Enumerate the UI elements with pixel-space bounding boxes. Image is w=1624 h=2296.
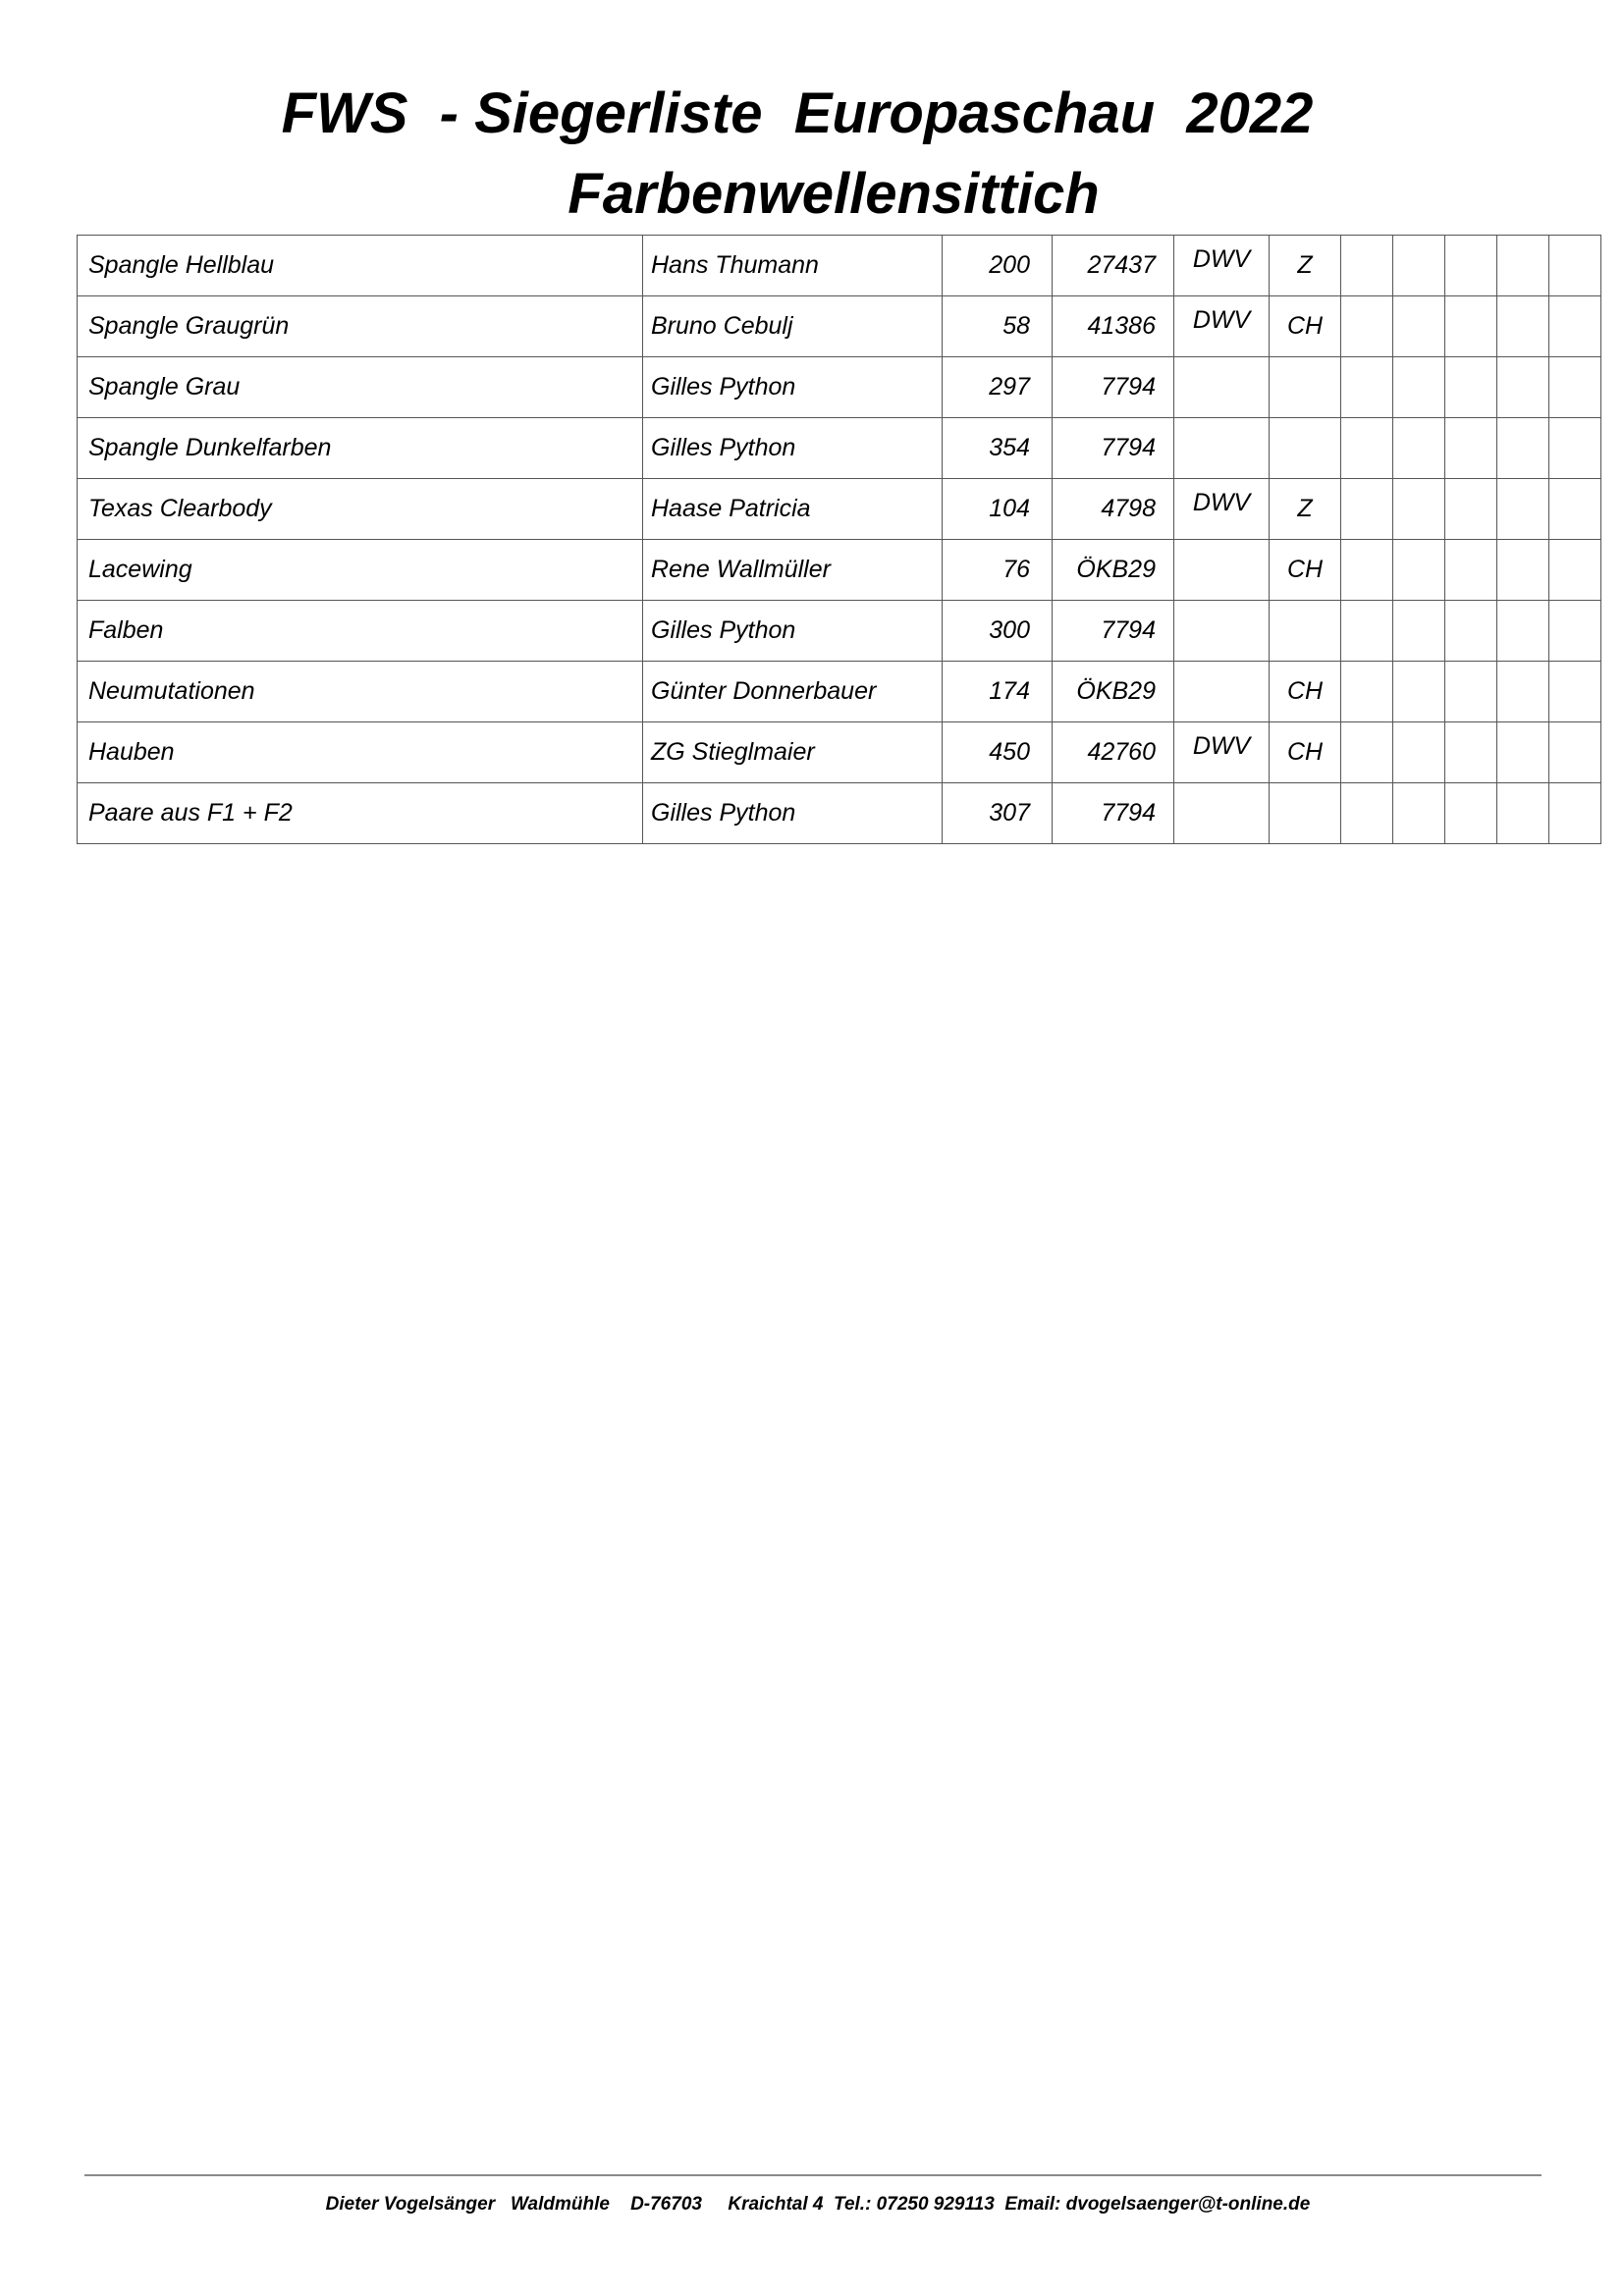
association-cell	[1174, 540, 1270, 601]
cage-number-cell: 297	[943, 357, 1053, 418]
empty-cell	[1497, 236, 1549, 296]
award-cell	[1270, 357, 1341, 418]
empty-cell	[1393, 601, 1445, 662]
award-cell: CH	[1270, 722, 1341, 783]
table-row	[78, 236, 1601, 296]
association-cell: DWV	[1174, 236, 1270, 296]
empty-cell	[1341, 540, 1393, 601]
empty-cell	[1445, 296, 1497, 357]
empty-cell	[1497, 479, 1549, 540]
empty-cell	[1497, 783, 1549, 844]
empty-cell	[1393, 479, 1445, 540]
award-cell: Z	[1270, 236, 1341, 296]
cage-number-cell: 200	[943, 236, 1053, 296]
cage-number-cell: 307	[943, 783, 1053, 844]
table-row	[78, 296, 1601, 357]
ring-number-cell: 27437	[1053, 236, 1174, 296]
breeder-cell: Hans Thumann	[643, 236, 943, 296]
class-cell: Spangle Hellblau	[78, 236, 643, 296]
ring-number-cell: 7794	[1053, 601, 1174, 662]
empty-cell	[1445, 236, 1497, 296]
association-cell: DWV	[1174, 722, 1270, 783]
empty-cell	[1497, 540, 1549, 601]
empty-cell	[1497, 357, 1549, 418]
association-cell	[1174, 662, 1270, 722]
award-cell: CH	[1270, 540, 1341, 601]
table-row	[78, 722, 1601, 783]
association-cell	[1174, 783, 1270, 844]
breeder-cell: Gilles Python	[643, 601, 943, 662]
breeder-cell: ZG Stieglmaier	[643, 722, 943, 783]
empty-cell	[1341, 357, 1393, 418]
empty-cell	[1341, 783, 1393, 844]
cage-number-cell: 174	[943, 662, 1053, 722]
empty-cell	[1393, 783, 1445, 844]
breeder-cell: Günter Donnerbauer	[643, 662, 943, 722]
empty-cell	[1341, 662, 1393, 722]
empty-cell	[1393, 357, 1445, 418]
empty-cell	[1393, 662, 1445, 722]
empty-cell	[1341, 296, 1393, 357]
ring-number-cell: 7794	[1053, 357, 1174, 418]
breeder-cell: Rene Wallmüller	[643, 540, 943, 601]
class-cell: Spangle Graugrün	[78, 296, 643, 357]
ring-number-cell: 7794	[1053, 418, 1174, 479]
empty-cell	[1445, 357, 1497, 418]
award-cell	[1270, 601, 1341, 662]
association-cell: DWV	[1174, 479, 1270, 540]
table-row	[78, 662, 1601, 722]
empty-cell	[1341, 418, 1393, 479]
association-cell	[1174, 357, 1270, 418]
table-row	[78, 357, 1601, 418]
association-cell	[1174, 601, 1270, 662]
award-cell: Z	[1270, 479, 1341, 540]
footer-contact: Dieter Vogelsänger Waldmühle D-76703 Kraichtal 4 Tel.: 07250 929113 Email: dvogelsaenger@t-online.de	[325, 2194, 1311, 2215]
class-cell: Paare aus F1 + F2	[78, 783, 643, 844]
breeder-cell: Gilles Python	[643, 783, 943, 844]
ring-number-cell: 4798	[1053, 479, 1174, 540]
table-row	[78, 418, 1601, 479]
page-subtitle: Farbenwellensittich	[568, 162, 1100, 226]
class-cell: Falben	[78, 601, 643, 662]
empty-cell	[1393, 296, 1445, 357]
empty-cell	[1497, 722, 1549, 783]
empty-cell	[1549, 479, 1601, 540]
empty-cell	[1445, 601, 1497, 662]
empty-cell	[1497, 296, 1549, 357]
award-cell	[1270, 418, 1341, 479]
empty-cell	[1549, 357, 1601, 418]
empty-cell	[1445, 418, 1497, 479]
empty-cell	[1341, 236, 1393, 296]
page-title: FWS - Siegerliste Europaschau 2022	[281, 81, 1314, 145]
empty-cell	[1549, 418, 1601, 479]
ring-number-cell: ÖKB29	[1053, 540, 1174, 601]
empty-cell	[1549, 783, 1601, 844]
empty-cell	[1393, 418, 1445, 479]
empty-cell	[1497, 418, 1549, 479]
association-cell	[1174, 418, 1270, 479]
table-row	[78, 601, 1601, 662]
empty-cell	[1445, 783, 1497, 844]
ring-number-cell: 7794	[1053, 783, 1174, 844]
empty-cell	[1393, 540, 1445, 601]
empty-cell	[1549, 236, 1601, 296]
empty-cell	[1393, 722, 1445, 783]
award-cell: CH	[1270, 662, 1341, 722]
award-cell: CH	[1270, 296, 1341, 357]
breeder-cell: Bruno Cebulj	[643, 296, 943, 357]
cage-number-cell: 104	[943, 479, 1053, 540]
class-cell: Lacewing	[78, 540, 643, 601]
breeder-cell: Gilles Python	[643, 357, 943, 418]
empty-cell	[1341, 479, 1393, 540]
table-row	[78, 540, 1601, 601]
breeder-cell: Haase Patricia	[643, 479, 943, 540]
footer-divider	[84, 2174, 1542, 2176]
empty-cell	[1497, 601, 1549, 662]
cage-number-cell: 58	[943, 296, 1053, 357]
class-cell: Neumutationen	[78, 662, 643, 722]
empty-cell	[1497, 662, 1549, 722]
cage-number-cell: 354	[943, 418, 1053, 479]
winners-table	[77, 235, 1601, 844]
cage-number-cell: 300	[943, 601, 1053, 662]
cage-number-cell: 76	[943, 540, 1053, 601]
association-cell: DWV	[1174, 296, 1270, 357]
award-cell	[1270, 783, 1341, 844]
class-cell: Texas Clearbody	[78, 479, 643, 540]
breeder-cell: Gilles Python	[643, 418, 943, 479]
empty-cell	[1445, 722, 1497, 783]
class-cell: Spangle Dunkelfarben	[78, 418, 643, 479]
empty-cell	[1549, 722, 1601, 783]
empty-cell	[1549, 540, 1601, 601]
empty-cell	[1549, 296, 1601, 357]
empty-cell	[1549, 601, 1601, 662]
class-cell: Spangle Grau	[78, 357, 643, 418]
ring-number-cell: 42760	[1053, 722, 1174, 783]
empty-cell	[1341, 601, 1393, 662]
ring-number-cell: ÖKB29	[1053, 662, 1174, 722]
empty-cell	[1393, 236, 1445, 296]
empty-cell	[1341, 722, 1393, 783]
table-row	[78, 783, 1601, 844]
ring-number-cell: 41386	[1053, 296, 1174, 357]
empty-cell	[1549, 662, 1601, 722]
empty-cell	[1445, 662, 1497, 722]
cage-number-cell: 450	[943, 722, 1053, 783]
class-cell: Hauben	[78, 722, 643, 783]
winners-table-body	[78, 236, 1601, 844]
empty-cell	[1445, 540, 1497, 601]
table-row	[78, 479, 1601, 540]
empty-cell	[1445, 479, 1497, 540]
